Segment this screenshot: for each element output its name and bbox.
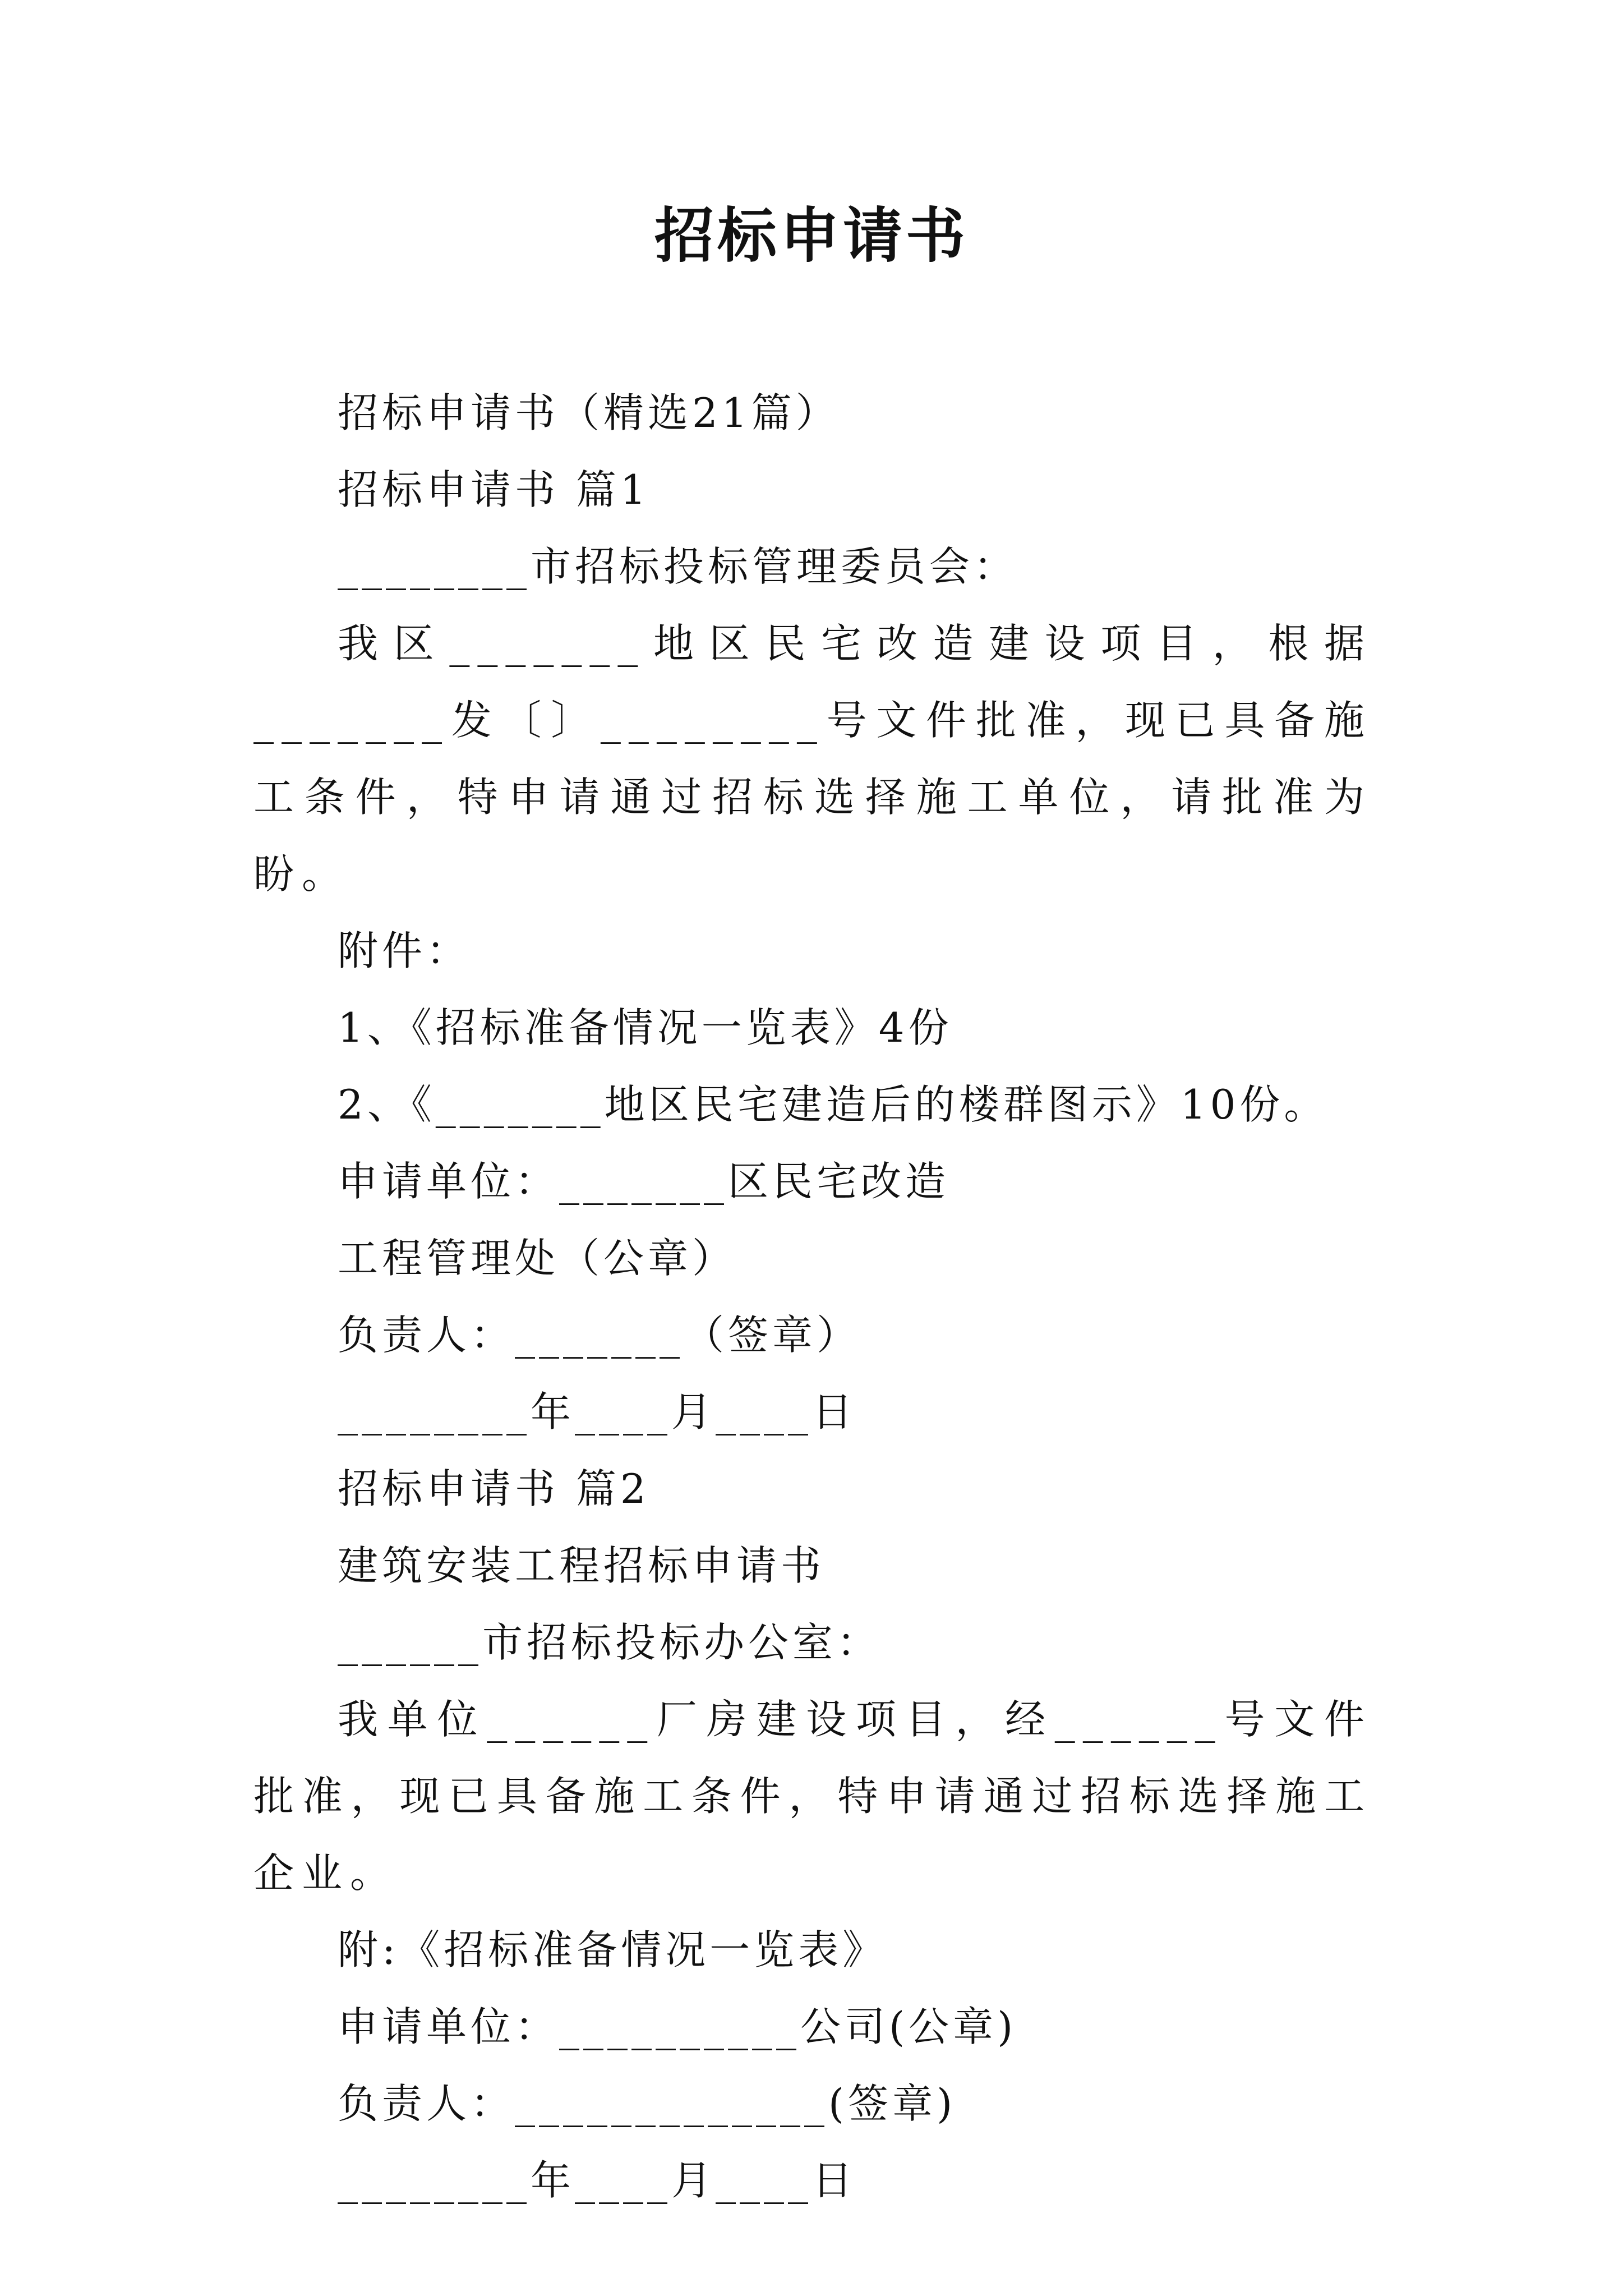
paragraph-attachment-2: 2、《_______地区民宅建造后的楼群图示》10份。	[338, 1081, 1329, 1128]
paragraph-section-2-heading: 招标申请书 篇2	[338, 1465, 650, 1512]
document-title: 招标申请书	[654, 200, 969, 270]
paragraph-responsible-1: 负责人：_______（签章）	[338, 1312, 861, 1359]
paragraph-intro: 招标申请书（精选21篇）	[338, 389, 840, 436]
paragraph-request-1: 我区_______地区民宅改造建设项目，根据_______发〔〕________号文件批准，现已具备施工条件，特申请通过招标选择施工单位，请批准为盼。	[253, 620, 1372, 898]
document-body	[253, 375, 1372, 2219]
paragraph-responsible-2: 负责人：_____________(签章)	[338, 2080, 957, 2127]
paragraph-addressee-1: ________市招标投标管理委员会：	[338, 543, 1018, 590]
paragraph-attachment-1: 1、《招标准备情况一览表》4份	[338, 1004, 953, 1051]
paragraph-section-1-heading: 招标申请书 篇1	[338, 466, 650, 513]
paragraph-attachments-label: 附件：	[338, 927, 471, 974]
paragraph-request-2: 我单位______厂房建设项目，经______号文件批准，现已具备施工条件，特申请通过招标选择施工企业。	[253, 1696, 1372, 1897]
paragraph-subtitle-2: 建筑安装工程招标申请书	[338, 1542, 826, 1589]
paragraph-applicant-2: 申请单位：__________公司(公章)	[338, 2003, 1017, 2050]
paragraph-applicant-1: 申请单位：_______区民宅改造	[338, 1158, 950, 1205]
paragraph-date-2: ________年____月____日	[338, 2157, 856, 2204]
paragraph-attachment-2-label: 附:《招标准备情况一览表》	[338, 1926, 887, 1973]
paragraph-addressee-2: ______市招标投标办公室：	[338, 1619, 882, 1666]
paragraph-applicant-1-cont: 工程管理处（公章）	[338, 1235, 737, 1282]
paragraph-date-1: ________年____月____日	[338, 1388, 856, 1435]
